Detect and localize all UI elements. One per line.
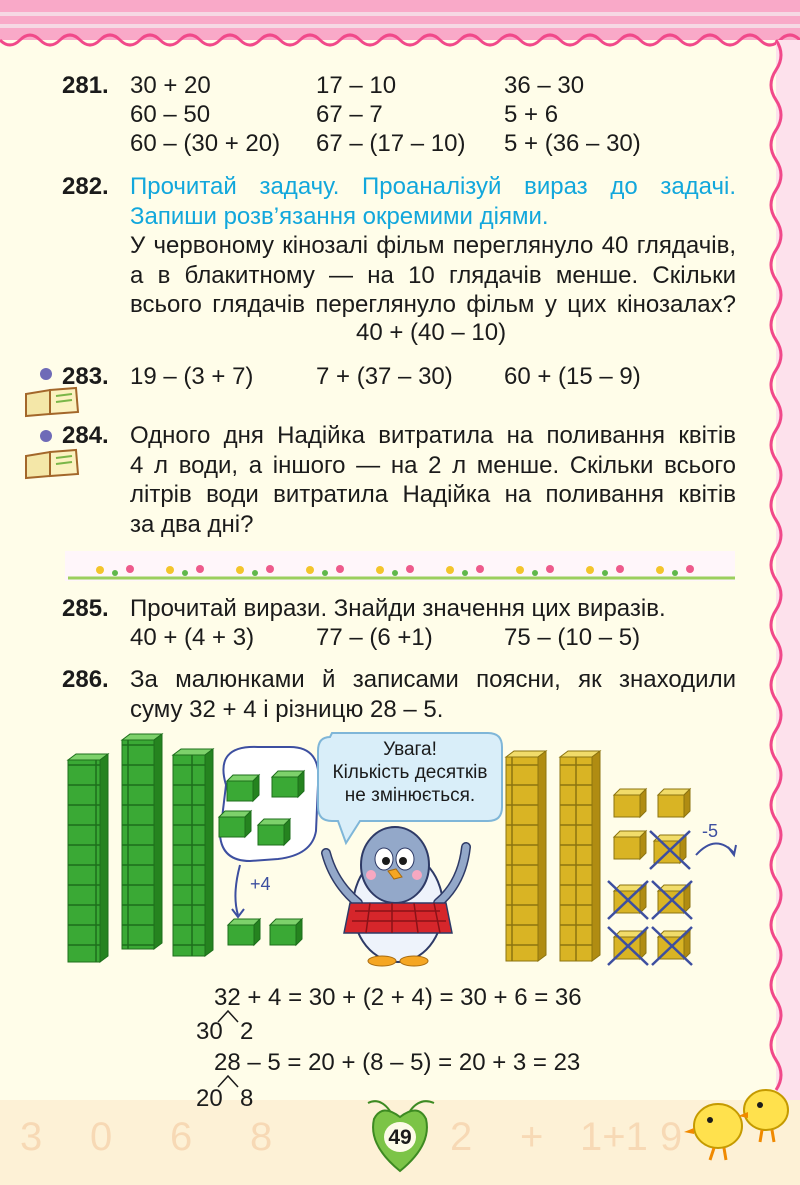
- green-tens-rods: [68, 734, 213, 962]
- svg-text:0: 0: [90, 1115, 113, 1159]
- page-number: 49: [388, 1126, 412, 1149]
- plus-label: +4: [250, 874, 271, 894]
- ex282-problem: [130, 231, 736, 320]
- expression: 30 + 20: [130, 72, 211, 99]
- expression: 36 – 30: [504, 72, 585, 99]
- exercise-number: 285.: [62, 595, 109, 622]
- svg-text:8: 8: [250, 1115, 273, 1159]
- arrow-icon: [696, 843, 734, 855]
- yellow-tens-rods: [506, 751, 600, 961]
- problem-line: літрів води витратила Надійка на поливання квітів: [130, 481, 736, 508]
- chicks-icon: [680, 1080, 800, 1180]
- expression: 17 – 10: [316, 72, 397, 99]
- svg-text:1+1: 1+1: [580, 1115, 648, 1159]
- ex284-problem: [130, 421, 736, 539]
- svg-text:6: 6: [170, 1115, 193, 1159]
- expression: 60 – (30 + 20): [130, 130, 281, 157]
- penguin-icon: [326, 827, 466, 966]
- green-unit-cubes-result: [228, 919, 302, 945]
- yellow-unit-cubes: [614, 789, 690, 959]
- instruction-line: Прочитай задачу. Проаналізуй вираз до задачі.: [130, 173, 736, 200]
- expression: 40 + (4 + 3): [130, 624, 255, 651]
- problem-line: всього глядачів переглянуло фільм у цих кінозалах?: [130, 291, 736, 318]
- problem-line: за два дні?: [130, 510, 254, 538]
- equation: 32 + 4 = 30 + (2 + 4) = 30 + 6 = 36: [214, 984, 582, 1011]
- ex282-expression: 40 + (40 – 10): [356, 319, 507, 346]
- exercise-number: 284.: [62, 422, 109, 449]
- problem-line: У червоному кінозалі фільм переглянуло 40 глядачів,: [130, 232, 736, 259]
- green-rod: [122, 734, 162, 949]
- ex286-instruction: [130, 665, 736, 724]
- expression: 67 – 7: [316, 101, 383, 128]
- expression: 77 – (6 +1): [316, 624, 433, 651]
- ex282-instruction: [130, 172, 736, 231]
- expression: 60 – 50: [130, 101, 211, 128]
- yellow-rod: [560, 751, 600, 961]
- ex281-column-1: [130, 71, 280, 158]
- bubble-line: Увага!: [383, 739, 437, 760]
- yellow-rod: [506, 751, 546, 961]
- split-part: 2: [240, 1018, 254, 1045]
- svg-text:3: 3: [20, 1115, 43, 1159]
- expression: 19 – (3 + 7): [130, 363, 254, 390]
- problem-line: а в блакитному — на 10 глядачів менше. Скільки: [130, 261, 736, 289]
- ex281-column-3: [504, 71, 641, 158]
- speech-bubble-text: [320, 738, 500, 807]
- instruction-line: За малюнками й записами поясни, як знаходили: [130, 666, 736, 693]
- problem-line: 4 л води, а іншого — на 2 л менше. Скільки всього: [130, 451, 736, 479]
- split-part: 20: [196, 1085, 223, 1112]
- expression: 75 – (10 – 5): [504, 624, 641, 651]
- exercise-number: 283.: [62, 363, 109, 390]
- bubble-line: Кількість десятків: [332, 762, 488, 783]
- green-rod: [68, 754, 108, 962]
- problem-line: Одного дня Надійка витратила на поливання квітів: [130, 422, 736, 449]
- svg-text:2: 2: [450, 1115, 473, 1159]
- instruction-line: суму 32 + 4 і різницю 28 – 5.: [130, 695, 444, 723]
- instruction-line: Запиши розв’язання окремими діями.: [130, 202, 549, 230]
- exercise-number: 282.: [62, 173, 109, 200]
- expression: 60 + (15 – 9): [504, 363, 641, 390]
- bubble-line: не змінюється.: [344, 785, 476, 806]
- svg-text:9: 9: [660, 1115, 683, 1159]
- split-part: 30: [196, 1018, 223, 1045]
- exercise-number: 281.: [62, 72, 109, 99]
- minus-label: -5: [702, 821, 719, 841]
- expression: 5 + 6: [504, 101, 559, 128]
- expression: 67 – (17 – 10): [316, 130, 466, 157]
- split-part: 8: [240, 1085, 254, 1112]
- green-rod: [173, 749, 213, 956]
- expression: 7 + (37 – 30): [316, 363, 453, 390]
- exercise-number: 286.: [62, 666, 109, 693]
- ex281-column-2: [316, 71, 465, 158]
- arrow-icon: [235, 865, 240, 915]
- svg-text:+: +: [520, 1115, 544, 1159]
- ex285-instruction: Прочитай вирази. Знайди значення цих виразів.: [130, 595, 666, 622]
- equation: 28 – 5 = 20 + (8 – 5) = 20 + 3 = 23: [214, 1049, 581, 1076]
- flowers: [96, 565, 694, 576]
- expression: 5 + (36 – 30): [504, 130, 641, 157]
